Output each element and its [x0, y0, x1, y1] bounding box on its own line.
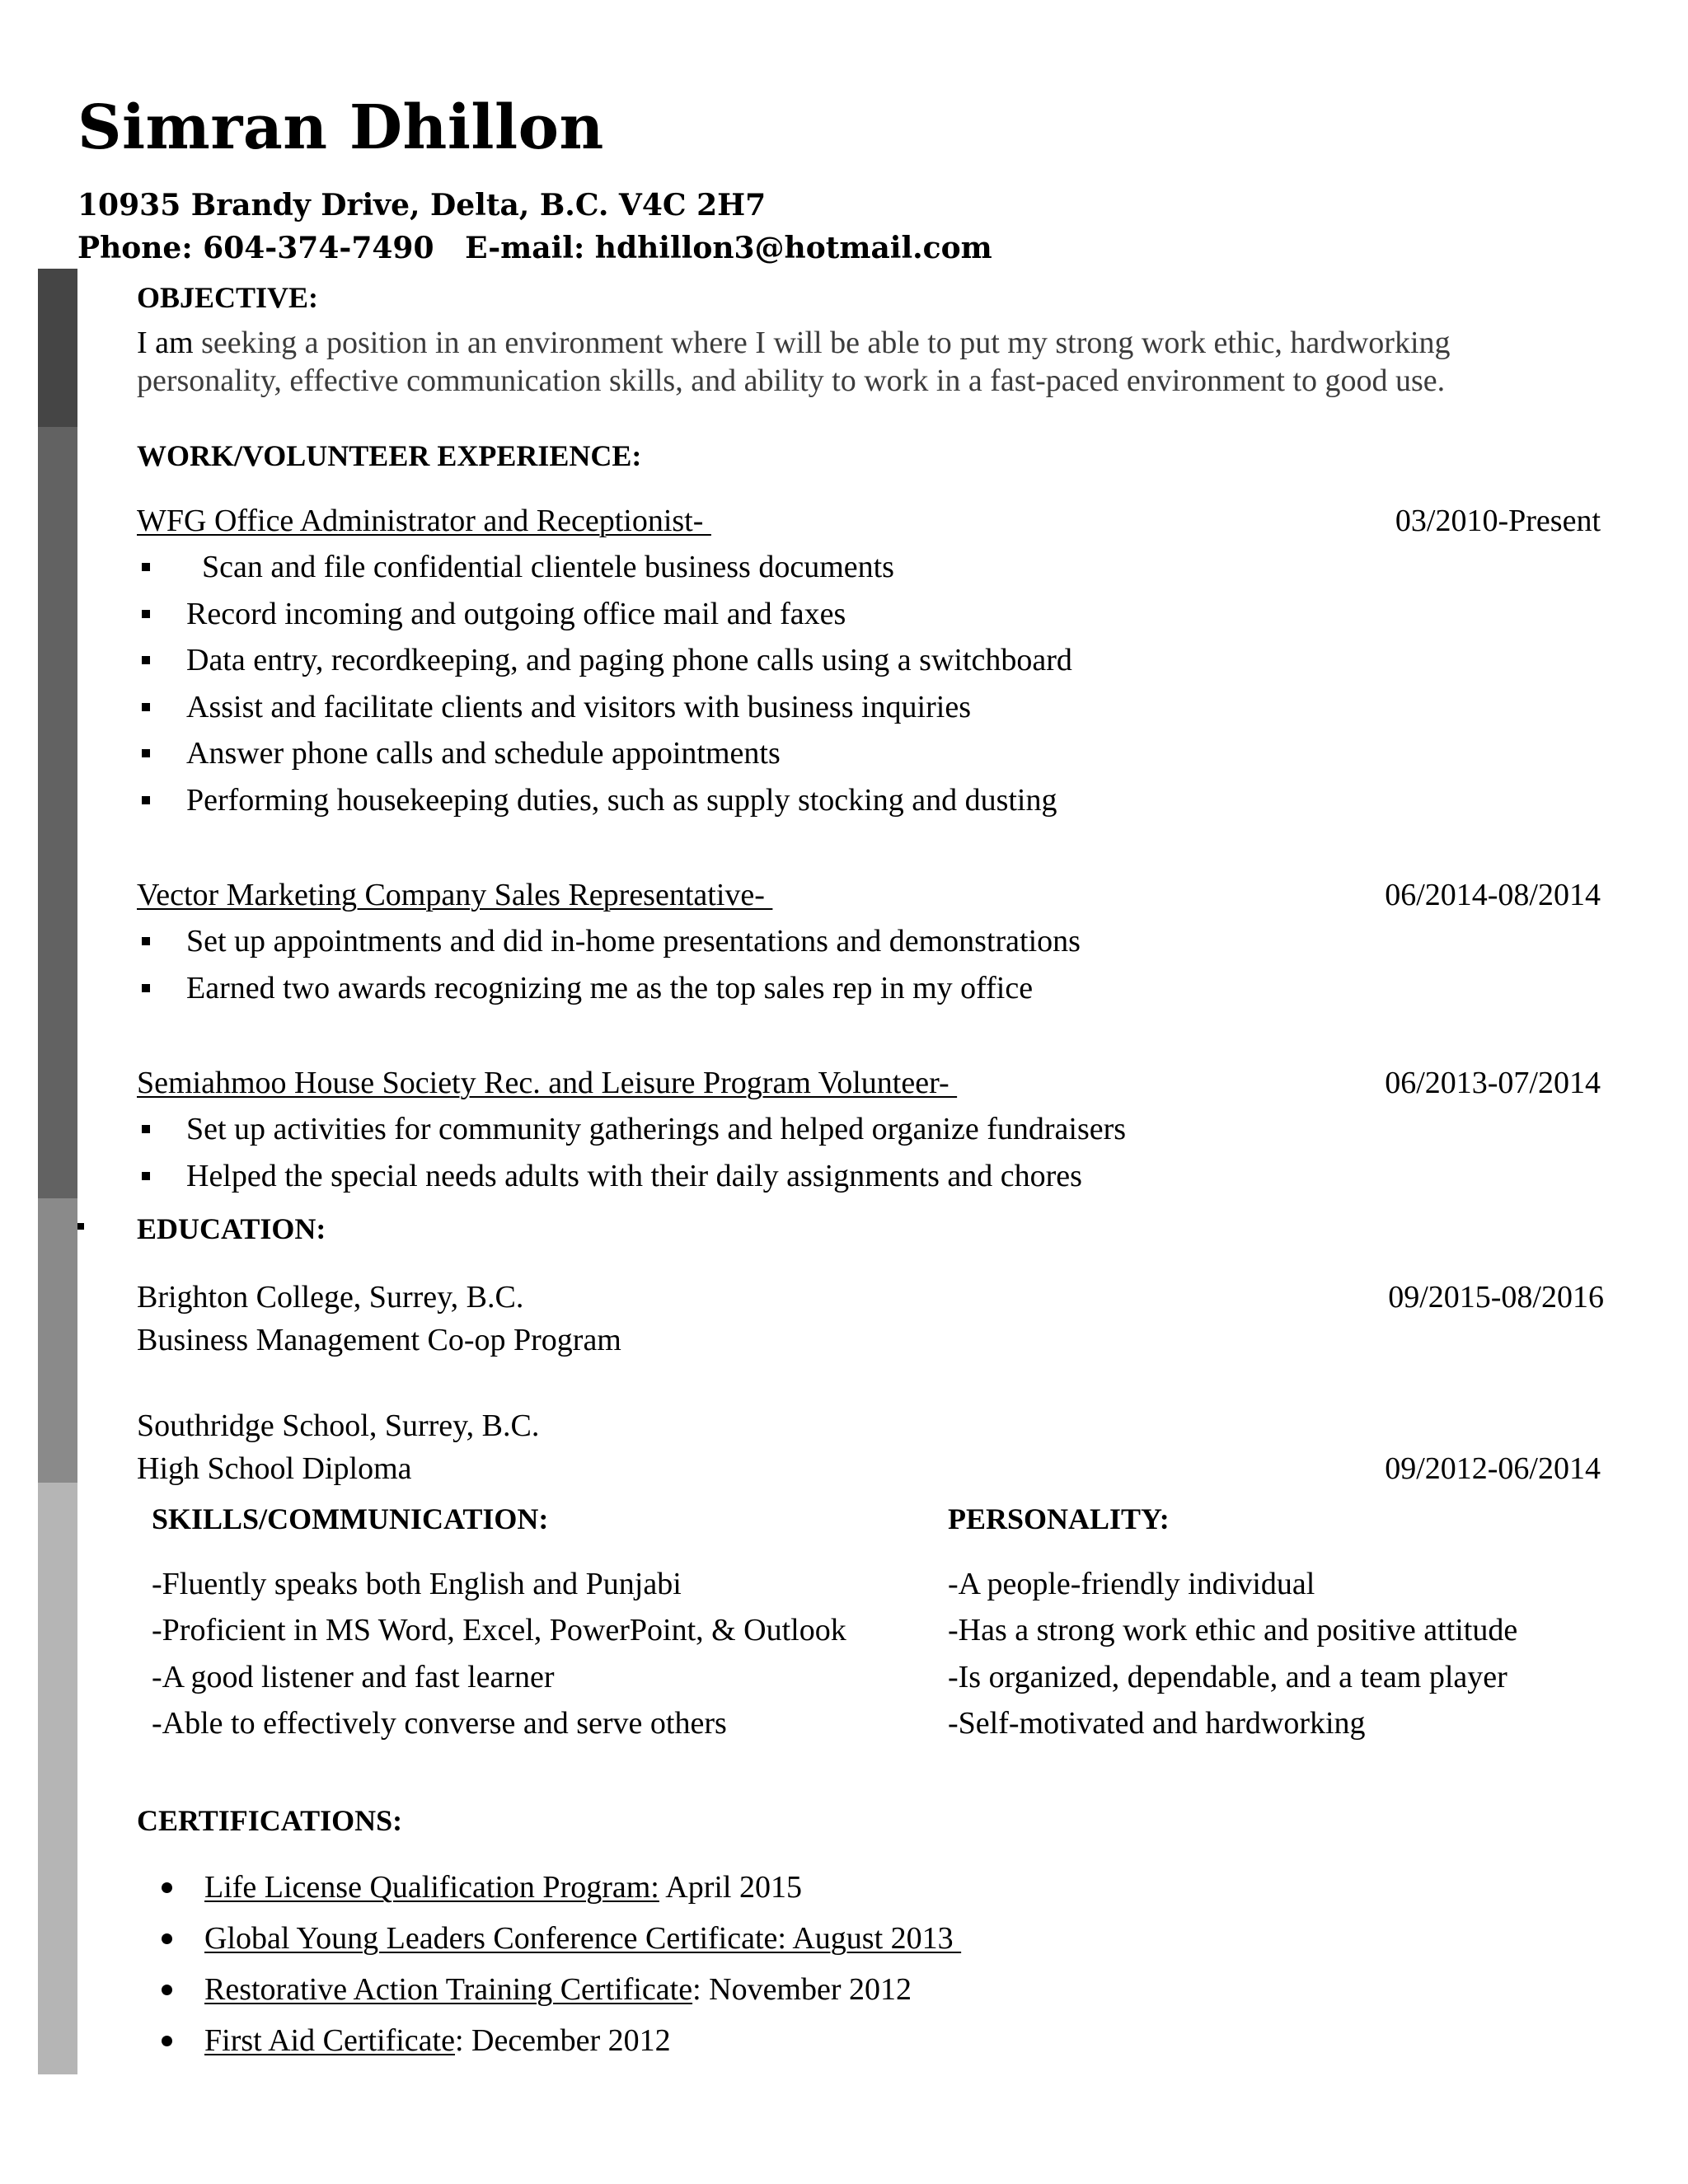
side-bar-segment-objective — [38, 269, 77, 427]
job-title-semiahmoo: Semiahmoo House Society Rec. and Leisure Program Volunteer- — [137, 1066, 958, 1100]
square-bullet-icon — [142, 796, 150, 804]
program-brighton: Business Management Co-op Program — [137, 1323, 621, 1357]
job-title-wfg: WFG Office Administrator and Receptionist- — [137, 504, 711, 538]
list-item: Set up appointments and did in-home presentations and demonstrations — [186, 925, 1081, 972]
candidate-name: Simran Dhillon — [77, 92, 604, 163]
side-bar-segment-experience — [38, 427, 77, 1198]
objective-line-1-start: I am — [137, 326, 194, 360]
job-bullets-semiahmoo — [186, 1113, 1126, 1206]
list-item: Scan and file confidential clientele business documents — [186, 551, 1072, 598]
job-title-vector: Vector Marketing Company Sales Representative- — [137, 878, 773, 912]
school-brighton: Brighton College, Surrey, B.C. — [137, 1280, 524, 1315]
personality-heading: PERSONALITY: — [948, 1502, 1170, 1535]
square-bullet-icon — [142, 1125, 150, 1133]
education-heading: EDUCATION: — [137, 1212, 326, 1245]
job-dates-wfg: 03/2010-Present — [1395, 504, 1601, 538]
square-bullet-icon — [142, 749, 150, 757]
bullet-dot-icon — [162, 1985, 172, 1995]
list-item: Global Young Leaders Conference Certificate: August 2013 — [204, 1922, 961, 1973]
bullet-dot-icon — [162, 2036, 172, 2046]
list-item: Set up activities for community gatherings and helped organize fundraisers — [186, 1113, 1126, 1160]
square-bullet-icon — [142, 703, 150, 711]
list-item: -A good listener and fast learner — [152, 1659, 555, 1694]
list-item: Restorative Action Training Certificate: November 2012 — [204, 1973, 961, 2024]
list-item: Life License Qualification Program: April 2015 — [204, 1871, 961, 1922]
school-southridge: Southridge School, Surrey, B.C. — [137, 1408, 540, 1443]
job-bullets-vector — [186, 925, 1081, 1018]
bullet-dot-icon — [162, 1882, 172, 1893]
experience-heading: WORK/VOLUNTEER EXPERIENCE: — [137, 439, 642, 472]
list-item: Performing housekeeping duties, such as supply stocking and dusting — [186, 784, 1072, 831]
program-southridge: High School Diploma — [137, 1451, 412, 1486]
list-item: -Is organized, dependable, and a team player — [948, 1659, 1507, 1694]
objective-line-1 — [137, 325, 1451, 361]
objective-line-2: personality, effective communication skills, and ability to work in a fast-paced environment to good use. — [137, 363, 1446, 398]
school-dates-southridge: 09/2012-06/2014 — [1385, 1451, 1601, 1486]
personality-list — [948, 1568, 1517, 1753]
list-item: -Self-motivated and hardworking — [948, 1705, 1366, 1741]
job-dates-vector: 06/2014-08/2014 — [1385, 878, 1601, 912]
list-item: Assist and facilitate clients and visitors with business inquiries — [186, 691, 1072, 738]
objective-line-1-rest: seeking a position in an environment where I will be able to put my strong work ethic, hardworking — [193, 326, 1451, 360]
list-item: Record incoming and outgoing office mail and faxes — [186, 598, 1072, 644]
side-bar-segment-skills — [38, 1483, 77, 2074]
list-item: -Fluently speaks both English and Punjabi — [152, 1567, 682, 1601]
list-item: -Able to effectively converse and serve others — [152, 1705, 727, 1741]
list-item: Answer phone calls and schedule appointments — [186, 737, 1072, 784]
phone-email: Phone: 604-374-7490 E-mail: hdhillon3@hotmail.com — [77, 231, 992, 265]
square-bullet-icon — [142, 656, 150, 664]
square-bullet-icon — [142, 1172, 150, 1180]
list-item: Data entry, recordkeeping, and paging phone calls using a switchboard — [186, 644, 1072, 691]
square-bullet-icon — [77, 1223, 84, 1230]
list-item: -Proficient in MS Word, Excel, PowerPoint, & Outlook — [152, 1613, 846, 1648]
list-item: Earned two awards recognizing me as the top sales rep in my office — [186, 972, 1081, 1019]
job-dates-semiahmoo: 06/2013-07/2014 — [1385, 1066, 1601, 1100]
list-item: -A people-friendly individual — [948, 1567, 1315, 1601]
skills-list — [152, 1568, 846, 1753]
square-bullet-icon — [142, 937, 150, 945]
list-item: -Has a strong work ethic and positive attitude — [948, 1613, 1518, 1648]
list-item: Helped the special needs adults with their daily assignments and chores — [186, 1160, 1126, 1207]
certifications-heading: CERTIFICATIONS: — [137, 1804, 403, 1837]
job-bullets-wfg — [186, 551, 1072, 830]
objective-heading: OBJECTIVE: — [137, 281, 319, 314]
certifications-list — [204, 1871, 961, 2075]
side-bar-segment-education — [38, 1198, 77, 1483]
address: 10935 Brandy Drive, Delta, B.C. V4C 2H7 — [77, 188, 767, 223]
bullet-dot-icon — [162, 1933, 172, 1944]
square-bullet-icon — [142, 563, 150, 571]
skills-heading: SKILLS/COMMUNICATION: — [152, 1502, 549, 1535]
school-dates-brighton: 09/2015-08/2016 — [1388, 1280, 1604, 1315]
square-bullet-icon — [142, 610, 150, 618]
list-item: First Aid Certificate: December 2012 — [204, 2024, 961, 2075]
square-bullet-icon — [142, 984, 150, 992]
